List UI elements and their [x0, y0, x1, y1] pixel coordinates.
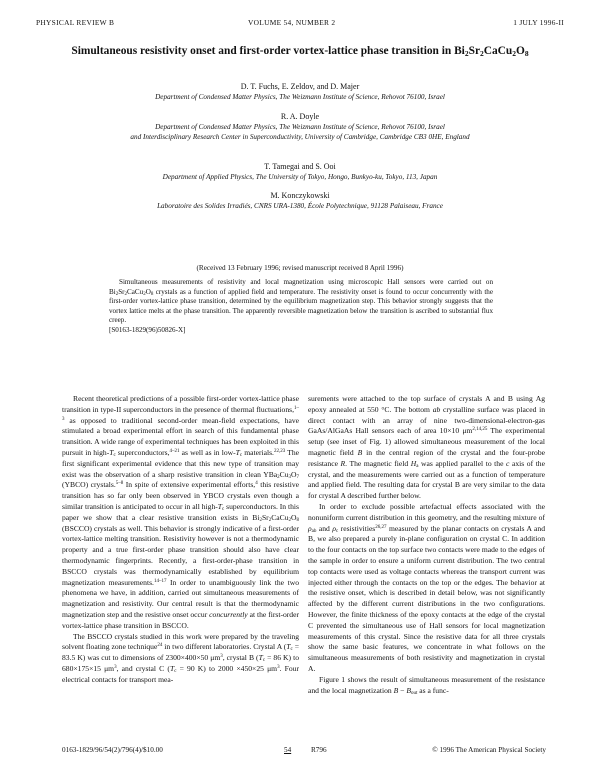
institution: Department of Applied Physics, The University of Tokyo, Hongo, Bunkyo-ku, Tokyo, 113, Japan: [162, 172, 438, 181]
paragraph: The BSCCO crystals studied in this work were prepared by the traveling solvent floating zone technique$^{24}$ in two different laboratories. Crystal A ($T_c = 83.5$ K) was cut to dimensions of 2300×400×50 $\mu m^3$, crystal B ($T_c = 86$ K) to 680×175×15 $\mu m^3$, and crystal C ($T_c = 90$ K) to 2000 ×450×25 $\mu m^3$. Four electrical contacts for transport mea-: [62, 631, 300, 684]
paper-title: Simultaneous resistivity onset and first-order vortex-lattice phase transition in $Bi_2Sr_2CaCu_2O_8$: [71, 45, 529, 58]
volume-number: VOLUME 54, NUMBER 2: [248, 18, 336, 27]
author-names: D. T. Fuchs, E. Zeldov, and D. Majer: [240, 82, 360, 91]
abstract: Simultaneous measurements of resistivity and local magnetization using microscopic Hall sensors were carried out on $Bi_2Sr_2CaCu_2O_8$ crystals as a function of applied field and temperature. The resistivity onset is found to occur concurrently with the first-order vortex-lattice phase transition, determined by the equilibrium magnetization step. This behavior strongly suggests that the vortex lattice melts at the phase transition. The apparently reversible magnetization below the transition is ascribed to substantial flux creep. [S0163-1829(96)50826-X]: [109, 278, 493, 334]
issue-date: 1 JULY 1996-II: [513, 18, 564, 27]
page-footer: [62, 746, 546, 758]
author-names: T. Tamegai and S. Ooi: [264, 162, 336, 171]
affiliation-group-4: [30, 191, 570, 212]
paragraph: Recent theoretical predictions of a possible first-order vortex-lattice phase transition in type-II superconductors in the presence of thermal fluctuations,$^{1-3}$ as opposed to traditional second-order mean-field expectations, have stimulated a broad experimental effort in search of this fundamental phase transition. A wide range of experimental techniques has been exploited in this pursuit in high-$T_c$ superconductors,$^{4-21}$ as well as in low-$T_c$ materials.$^{22,23}$ The first significant experimental evidence that this new type of transition may exist was the observation of a sharp resistive transition in clean $YBa_2Cu_3O_7$ (YBCO) crystals.$^{5-8}$ In spite of extensive experimental efforts,$^4$ this resistive transition has so far only been observed in YBCO crystals even though a similar transition is anticipated to occur in all high-$T_c$ superconductors. In this paper we show that a clear resistive transition exists in $Bi_2Sr_2CaCu_2O_8$ (BSCCO) crystals as well. This behavior is strongly indicative of a first-order vortex-lattice melting transition. Resistivity however is not a thermodynamic property and a true first-order phase transition should also have clear thermodynamic fingerprints. Recently, a first-order-phase transition in BSCCO crystals was thermodynamically established by equilibrium magnetization measurements.$^{14-17}$ In order to unambiguously link the two phenomena we have, in addition, carried out simultaneous measurements of magnetization and resistivity. Our central result is that the thermodynamic magnetization step and the resistive onset occur concurrently at the first-order vortex-lattice phase transition in BSCCO.: [62, 394, 300, 630]
pacs-code: [S0163-1829(96)50826-X]: [109, 325, 186, 334]
page-number: R796: [311, 746, 327, 754]
paragraph: In order to exclude possible artefactual effects associated with the nonuniform current distribution in this geometry, and the resulting mixture of $\rho_{ab}$ and $\rho_c$ resistivities$^{26,27}$ measured by the planar contacts on crystals A and B, we also prepared a purely in-plane configuration on crystal C. In addition to the four contacts on the top surface two contacts were made to the edges of the sample in order to ensure a uniform current distribution. The two central top contacts were used as voltage contacts whereas the transport current was injected either through the contacts on the top or the edges. The behavior at the resistive onset, which is described in detail below, was not significantly affected by the different current distributions in the two configurations. However, the finite thickness of the epoxy contacts at the edge of the crystal C prevented the simultaneous use of Hall sensors for local magnetization measurements of this crystal. Since the resistive data for all three crystals show the same basic features, we concentrate in what follows on the simultaneous measurements of both resistivity and magnetization in crystal A.: [308, 501, 546, 673]
publication-code: 0163-1829/96/54(2)/796(4)/$10.00: [62, 746, 163, 754]
volume-ref: 54: [284, 746, 292, 754]
affiliation-group-2: [30, 112, 570, 142]
paragraph: Figure 1 shows the result of simultaneous measurement of the resistance and the local magnetization $B - B_{out}$ as a func-: [308, 674, 545, 696]
paragraph: surements were attached to the top surface of crystals A and B using Ag epoxy annealed at 550 °C. The bottom ab crystalline surface was placed in direct contact with an array of nine two-dimensional-electron-gas GaAs/AlGaAs Hall sensors each of area 10×10 μm$^{2,14,25}$ The experimental setup (see inset of Fig. 1) allowed simultaneous measurement of the local magnetic field B in the central region of the crystal and the four-probe resistance R. The magnetic field $H_a$ was applied parallel to the c axis of the crystal, and the measurements were carried out as a function of temperature and applied field. The resulting data for crystal B are very similar to the data for crystal A described further below.: [308, 394, 545, 501]
body-column-right: [308, 394, 545, 696]
institution: Department of Condensed Matter Physics, The Weizmann Institute of Science, Rehovot 76100, Israel: [155, 92, 445, 101]
institution: Laboratoire des Solides Irradiés, CNRS URA-1380, École Polytechnique, 91128 Palaiseau, France: [157, 201, 443, 210]
institution-secondary: and Interdisciplinary Research Center in Superconductivity, University of Cambridge, Cambridge CB3 0HE, England: [130, 132, 470, 141]
author-names: R. A. Doyle: [280, 112, 320, 121]
institution: Department of Condensed Matter Physics, The Weizmann Institute of Science, Rehovot 76100, Israel: [155, 122, 445, 131]
affiliation-group-1: [30, 82, 570, 103]
author-names: M. Konczykowski: [270, 191, 330, 200]
affiliation-group-3: [30, 162, 570, 183]
journal-name: PHYSICAL REVIEW B: [36, 18, 115, 27]
copyright: © 1996 The American Physical Society: [432, 746, 546, 754]
running-head: [36, 18, 564, 30]
received-dates: (Received 13 February 1996; revised manuscript received 8 April 1996): [196, 264, 404, 272]
body-column-left: [62, 394, 299, 686]
